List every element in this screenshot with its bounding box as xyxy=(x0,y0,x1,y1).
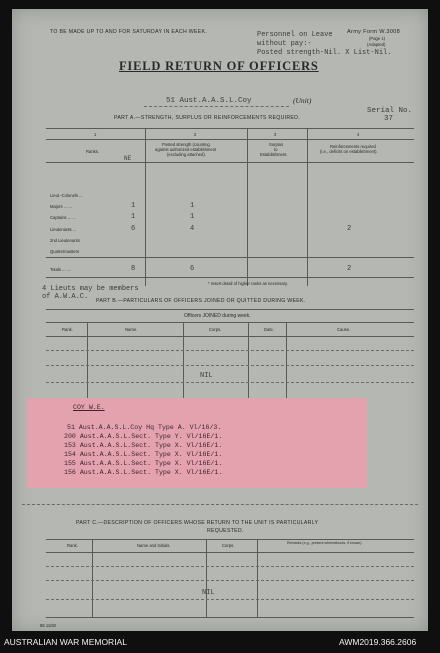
part-b-heading: PART B.—PARTICULARS OF OFFICERS JOINED OR QUITTED DURING WEEK. xyxy=(96,298,306,304)
rank-row-1: Majors ... ... xyxy=(50,204,72,209)
part-b-vline-2 xyxy=(183,322,184,400)
col-number-1: 1 xyxy=(94,132,97,137)
posted-header-line1: Posted strength (counting xyxy=(162,142,210,147)
reinf-header-line1: Reinforcements required xyxy=(330,144,376,149)
slip-row-0: 51 Aust.A.A.S.L.Coy Hq Type A. Vl/16/3. xyxy=(67,424,222,431)
col-number-4: 4 xyxy=(357,132,360,137)
col-number-3: 3 xyxy=(274,132,277,137)
part-c-heading-line2: REQUESTED. xyxy=(207,528,244,534)
posted-header-line3: (excluding attached). xyxy=(167,152,206,157)
slip-row-2: 153 Aust.A.A.S.L.Sect. Type X. Vl/16E/1. xyxy=(64,442,223,449)
part-a-totals-rule xyxy=(46,277,414,278)
surplus-header-line2: to xyxy=(274,147,278,152)
notice-text: TO BE MADE UP TO AND FOR SATURDAY IN EACH WEEK. xyxy=(50,29,207,35)
print-code: 86 11/50 xyxy=(40,623,56,628)
majors-col1: 1 xyxy=(131,202,136,210)
part-c-top-rule xyxy=(46,539,414,540)
part-c-col-rank: Rank. xyxy=(67,543,78,548)
form-number: Army Form W.3008 xyxy=(347,29,400,35)
slip-row-3: 154 Aust.A.A.S.L.Sect. Type X. Vl/16E/1. xyxy=(64,451,223,458)
rank-row-2: Captains ... ... xyxy=(50,215,76,220)
surplus-header-line3: Establishment. xyxy=(260,152,288,157)
rank-row-5: Quartermasters xyxy=(50,249,80,254)
part-b-row-line-3 xyxy=(46,382,414,383)
totals-col1: 8 xyxy=(131,265,136,273)
note-left-line2: of A.W.A.C. xyxy=(42,293,89,301)
part-c-col-name: Name and Initials. xyxy=(137,543,171,548)
unit-value: 51 Aust.A.A.S.L.Coy xyxy=(166,97,252,105)
part-c-col-remarks: Remarks (e.g., present whereabouts, if known). xyxy=(287,541,363,545)
totals-label: Totals ... ... xyxy=(50,267,71,272)
footer-archive-name: AUSTRALIAN WAR MEMORIAL xyxy=(4,637,127,647)
lieutenants-col1: 6 xyxy=(131,225,136,233)
part-b-col-name: Name. xyxy=(125,327,138,332)
serial-label: Serial No. xyxy=(367,107,413,115)
part-a-number-rule xyxy=(46,139,414,140)
adapted-label: (Adapted) xyxy=(367,42,386,47)
unit-label: (Unit) xyxy=(293,96,312,105)
lieutenants-col2: 4 xyxy=(190,225,195,233)
part-c-row-line-2 xyxy=(46,580,414,581)
part-c-row-line-3 xyxy=(46,599,414,600)
col-number-2: 2 xyxy=(194,132,197,137)
serial-value: 37 xyxy=(384,115,394,123)
rank-row-4: 2nd Lieutenants xyxy=(50,238,80,243)
part-c-col-corps: Corps. xyxy=(222,543,235,548)
totals-col2: 6 xyxy=(190,265,195,273)
document-page xyxy=(12,9,428,631)
part-b-header-rule xyxy=(46,336,414,337)
unit-underline xyxy=(144,106,289,107)
perforation-line xyxy=(22,504,418,505)
part-a-header-rule xyxy=(46,162,414,163)
part-a-body-rule xyxy=(46,257,414,258)
part-b-vline-3 xyxy=(248,322,249,400)
part-b-row-line-1 xyxy=(46,350,414,351)
part-b-col-corps: Corps. xyxy=(209,327,222,332)
typed-note-line1: Personnel on Leave xyxy=(257,31,333,39)
part-a-top-rule xyxy=(46,128,414,129)
footer-accession-number: AWM2019.366.2606 xyxy=(339,637,417,647)
totals-col4: 2 xyxy=(347,265,352,273)
part-a-vline-1 xyxy=(145,128,146,286)
pasted-slip xyxy=(27,398,367,488)
page-title: FIELD RETURN OF OFFICERS xyxy=(119,59,319,73)
part-b-sub-rule xyxy=(46,322,414,323)
note-left-line1: 4 Lieuts may be members xyxy=(42,285,139,293)
part-b-vline-4 xyxy=(286,322,287,400)
part-b-col-cause: Cause. xyxy=(337,327,351,332)
part-b-nil: NIL xyxy=(200,372,213,380)
part-c-heading-line1: PART C.—DESCRIPTION OF OFFICERS WHOSE RETURN TO THE UNIT IS PARTICULARLY xyxy=(76,520,319,526)
rank-row-0: Lieut.-Colonels ... xyxy=(50,193,83,198)
ranks-header: Ranks. xyxy=(86,149,100,154)
typed-note-line2: without pay:- xyxy=(257,40,312,48)
part-b-vline-1 xyxy=(87,322,88,400)
surplus-header-line1: Surplus xyxy=(269,142,284,147)
part-b-col-date: Date. xyxy=(264,327,275,332)
ne-mark: NE xyxy=(124,155,132,162)
part-c-nil: NIL xyxy=(202,589,215,597)
captains-col2: 1 xyxy=(190,213,195,221)
part-c-header-rule xyxy=(46,552,414,553)
page-label: (Page 1) xyxy=(369,36,386,41)
posted-header-line2: against authorized establishment xyxy=(155,147,217,152)
slip-row-5: 156 Aust.A.A.S.L.Sect. Type X. Vl/16E/1. xyxy=(64,469,223,476)
part-b-top-rule xyxy=(46,309,414,310)
rank-row-3: Lieutenants ... xyxy=(50,227,77,232)
part-c-vline-3 xyxy=(257,539,258,617)
captains-col1: 1 xyxy=(131,213,136,221)
part-a-heading: PART A.—STRENGTH, SURPLUS OR REINFORCEMENTS REQUIRED. xyxy=(114,115,300,121)
majors-col2: 1 xyxy=(190,202,195,210)
part-c-row-line-1 xyxy=(46,566,414,567)
part-c-vline-1 xyxy=(92,539,93,617)
slip-row-1: 200 Aust.A.A.S.L.Sect. Type Y. Vl/16E/1. xyxy=(64,433,223,440)
part-b-row-line-2 xyxy=(46,365,414,366)
lieutenants-col4: 2 xyxy=(347,225,352,233)
reinf-header-line2: (i.e., deficits on establishment). xyxy=(320,149,378,154)
part-a-footnote: * Insert detail of higher ranks as necessary. xyxy=(208,281,288,286)
part-a-vline-3 xyxy=(307,128,308,286)
part-c-bottom-rule xyxy=(46,617,414,618)
part-b-subheading: Officers JOINED during week. xyxy=(184,313,251,319)
part-c-vline-2 xyxy=(206,539,207,617)
slip-title: COY W.E. xyxy=(73,404,105,411)
part-b-col-rank: Rank. xyxy=(62,327,73,332)
typed-note-line3: Posted strength-Nil. X List-Nil. xyxy=(257,49,392,57)
slip-row-4: 155 Aust.A.A.S.L.Sect. Type X. Vl/16E/1. xyxy=(64,460,223,467)
part-a-vline-2 xyxy=(247,128,248,286)
